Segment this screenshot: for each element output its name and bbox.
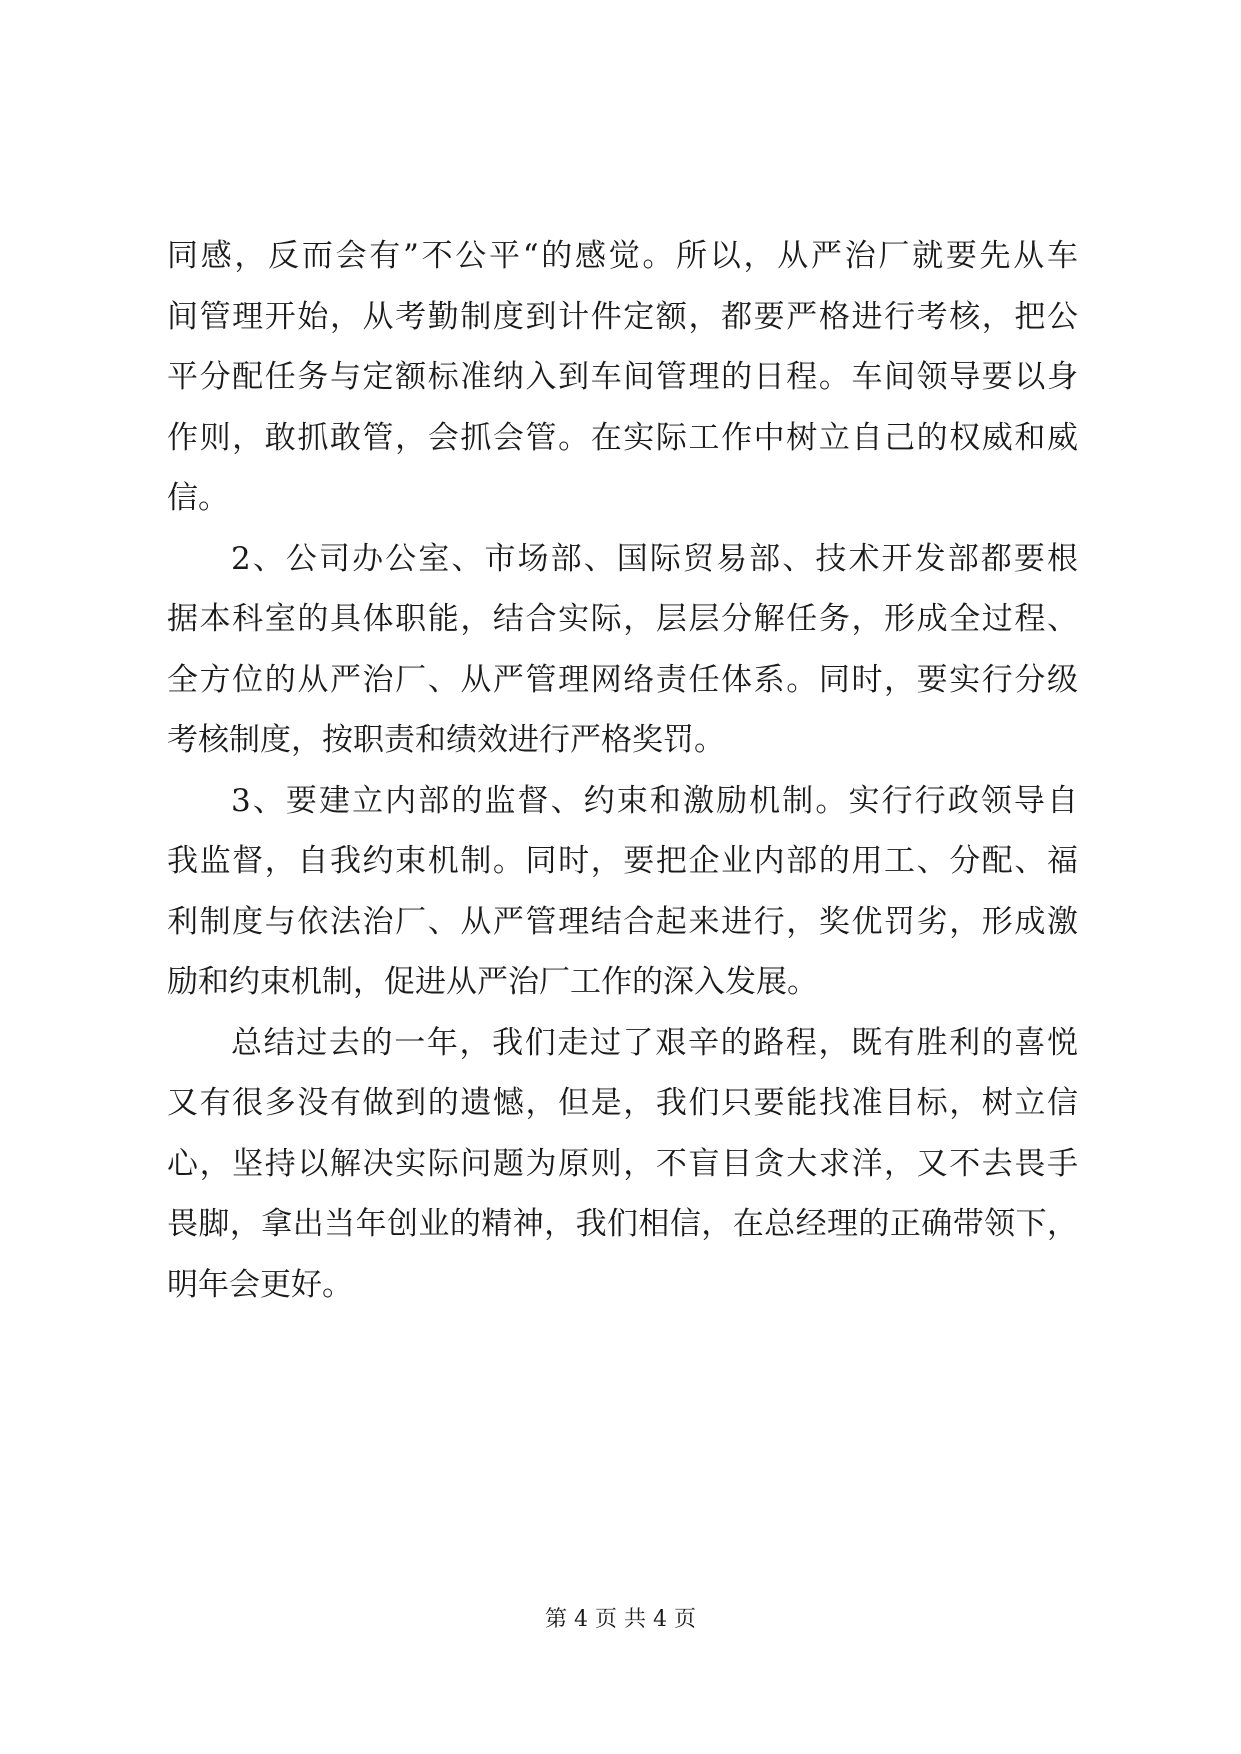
text-line: 3、要建立内部的监督、约束和激励机制。实行行政领导自 (231, 782, 1078, 819)
paragraph-2 (167, 529, 1078, 771)
text-line: 又有很多没有做到的遗憾，但是，我们只要能找准目标，树立信 (167, 1085, 1078, 1121)
paragraph-1 (167, 226, 1078, 529)
text-line: 利制度与依法治厂、从严管理结合起来进行，奖优罚劣，形成激 (167, 903, 1078, 940)
document-body (167, 226, 1078, 1315)
text-line: 间管理开始，从考勤制度到计件定额，都要严格进行考核，把公 (167, 298, 1078, 335)
text-line: 全方位的从严治厂、从严管理网络责任体系。同时，要实行分级 (167, 661, 1078, 698)
text-line: 总结过去的一年，我们走过了艰辛的路程，既有胜利的喜悦 (231, 1024, 1078, 1061)
page-number-footer: 第 4 页 共 4 页 (545, 1607, 696, 1632)
text-line: 明年会更好。 (167, 1266, 353, 1303)
text-line: 信。 (167, 480, 229, 516)
paragraph-4 (167, 1013, 1078, 1316)
text-line: 作则，敢抓敢管，会抓会管。在实际工作中树立自己的权威和威 (167, 419, 1078, 456)
text-line: 考核制度，按职责和绩效进行严格奖罚。 (167, 722, 725, 758)
text-line: 2、公司办公室、市场部、国际贸易部、技术开发部都要根 (231, 540, 1078, 577)
text-line: 我监督，自我约束机制。同时，要把企业内部的用工、分配、福 (167, 843, 1078, 879)
text-line: 平分配任务与定额标准纳入到车间管理的日程。车间领导要以身 (167, 359, 1078, 395)
text-line: 据本科室的具体职能，结合实际，层层分解任务，形成全过程、 (167, 601, 1078, 637)
paragraph-3 (167, 771, 1078, 1013)
text-line: 畏脚，拿出当年创业的精神，我们相信，在总经理的正确带领下， (167, 1206, 1078, 1242)
text-line: 励和约束机制，促进从严治厂工作的深入发展。 (167, 964, 818, 1000)
text-line: 心，坚持以解决实际问题为原则，不盲目贪大求洋，又不去畏手 (167, 1145, 1078, 1182)
text-line: 同感，反而会有”不公平“的感觉。所以，从严治厂就要先从车 (167, 238, 1078, 274)
